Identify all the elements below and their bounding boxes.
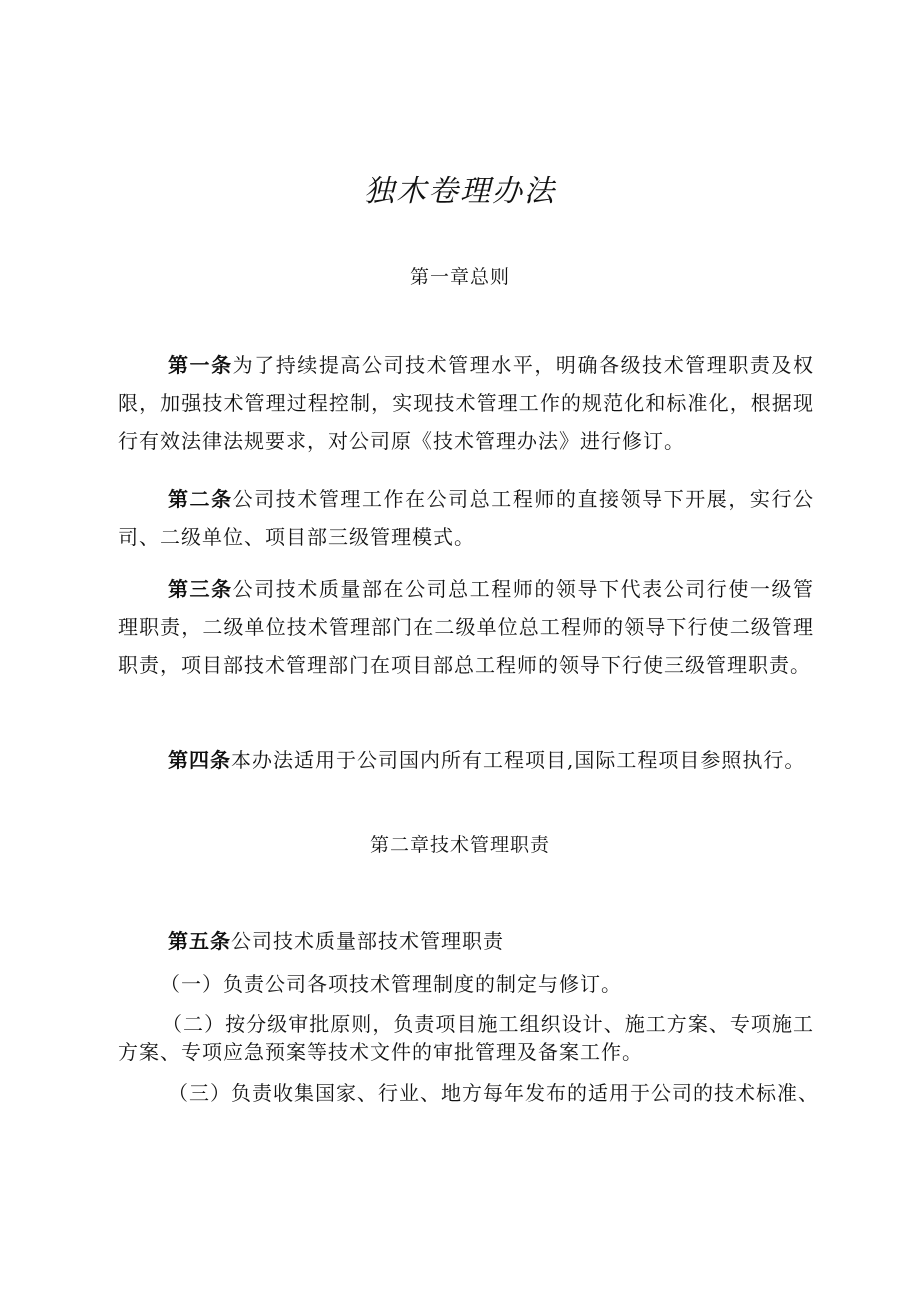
article-4-text: 本办法适用于公司国内所有工程项目,国际工程项目参照执行。 (231, 748, 806, 772)
article-1-label: 第一条 (168, 353, 233, 377)
article-1 (118, 346, 814, 460)
article-3-text: 公司技术质量部在公司总工程师的领导下代表公司行使一级管理职责，二级单位技术管理部门在二级单位总工程师的领导下行使二级管理职责，项目部技术管理部门在项目部总工程师的领导下行使三级管理职责。 (118, 577, 815, 677)
article-3 (118, 570, 814, 684)
article-4-label: 第四条 (168, 748, 231, 772)
chapter-2-heading: 第二章技术管理职责 (369, 834, 550, 856)
item-3: （三）负责收集国家、行业、地方每年发布的适用于公司的技术标准、 (168, 1081, 819, 1105)
article-4 (118, 741, 814, 779)
article-2-text: 公司技术管理工作在公司总工程师的直接领导下开展，实行公司、二级单位、项目部三级管理模式。 (118, 487, 815, 549)
article-5-text: 公司技术质量部技术管理职责 (231, 929, 504, 953)
article-2 (118, 480, 814, 556)
document-title: 独木卷理办法 (364, 174, 556, 209)
article-3-label: 第三条 (168, 577, 233, 601)
article-5-label: 第五条 (168, 929, 231, 953)
item-1: （一）负责公司各项技术管理制度的制定与修订。 (160, 972, 622, 996)
chapter-1-heading: 第一章总则 (409, 266, 510, 288)
article-2-label: 第二条 (168, 487, 233, 511)
article-5 (168, 925, 504, 954)
item-2: （二）按分级审批原则，负责项目施工组织设计、施工方案、专项施工方案、专项应急预案等技术文件的审批管理及备案工作。 (118, 1012, 814, 1064)
article-1-text: 为了持续提高公司技术管理水平，明确各级技术管理职责及权限，加强技术管理过程控制，实现技术管理工作的规范化和标准化，根据现行有效法律法规要求，对公司原《技术管理办法》进行修订。 (118, 353, 815, 453)
